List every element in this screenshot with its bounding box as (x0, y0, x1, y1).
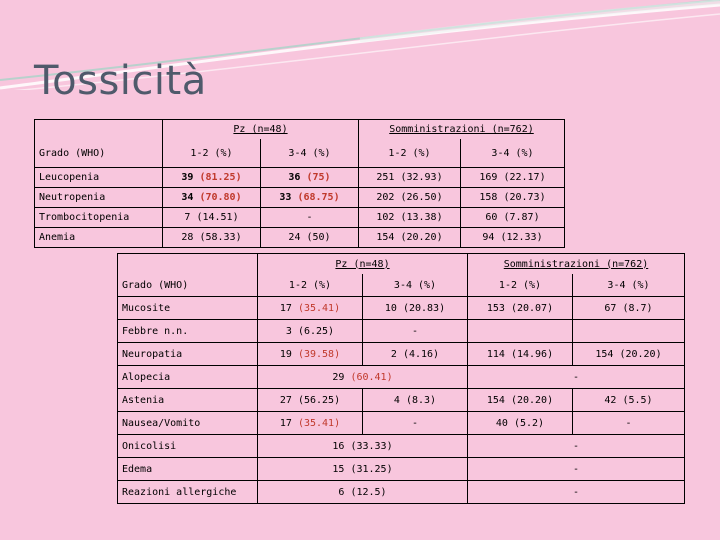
cell: 27 (56.25) (258, 389, 363, 412)
col-header: 1-2 (%) (163, 139, 261, 168)
cell: 67 (8.7) (573, 297, 685, 320)
cell: 17 (35.41) (258, 412, 363, 435)
cell: 42 (5.5) (573, 389, 685, 412)
table-row (118, 458, 685, 481)
cell: 102 (13.38) (359, 208, 461, 228)
cell: 34 (70.80) (163, 188, 261, 208)
col-header: 1-2 (%) (258, 274, 363, 297)
cell: 10 (20.83) (363, 297, 468, 320)
cell: 28 (58.33) (163, 228, 261, 248)
row-label: Neutropenia (35, 188, 163, 208)
grade-label: Grado (WHO) (118, 274, 258, 297)
cell: - (363, 320, 468, 343)
col-header: 3-4 (%) (461, 139, 565, 168)
cell: 39 (81.25) (163, 168, 261, 188)
cell: 60 (7.87) (461, 208, 565, 228)
cell: 154 (20.20) (359, 228, 461, 248)
cell: 114 (14.96) (468, 343, 573, 366)
cell: 3 (6.25) (258, 320, 363, 343)
cell: 17 (35.41) (258, 297, 363, 320)
group-header-somministrazioni: Somministrazioni (n=762) (359, 120, 565, 140)
row-label: Nausea/Vomito (118, 412, 258, 435)
cell: - (468, 458, 685, 481)
cell: 2 (4.16) (363, 343, 468, 366)
table-row (118, 297, 685, 320)
col-header: 3-4 (%) (261, 139, 359, 168)
table-row (35, 228, 565, 248)
cell: 36 (75) (261, 168, 359, 188)
row-label: Reazioni allergiche (118, 481, 258, 504)
col-header: 3-4 (%) (363, 274, 468, 297)
cell: 16 (33.33) (258, 435, 468, 458)
cell: 15 (31.25) (258, 458, 468, 481)
cell: - (261, 208, 359, 228)
table-row (118, 343, 685, 366)
cell: 29 (60.41) (258, 366, 468, 389)
non-hematologic-toxicity-table (117, 253, 685, 504)
row-label: Neuropatia (118, 343, 258, 366)
cell (468, 320, 573, 343)
group-header-pz: Pz (n=48) (163, 120, 359, 140)
slide-title: Tossicità (34, 58, 207, 104)
row-label: Anemia (35, 228, 163, 248)
table-subheader-row (118, 274, 685, 297)
row-label: Trombocitopenia (35, 208, 163, 228)
cell: 7 (14.51) (163, 208, 261, 228)
row-label: Edema (118, 458, 258, 481)
cell: 251 (32.93) (359, 168, 461, 188)
cell: - (363, 412, 468, 435)
cell: 153 (20.07) (468, 297, 573, 320)
cell: - (468, 481, 685, 504)
cell: 94 (12.33) (461, 228, 565, 248)
row-label: Leucopenia (35, 168, 163, 188)
cell: 6 (12.5) (258, 481, 468, 504)
cell: 24 (50) (261, 228, 359, 248)
group-header-somministrazioni: Somministrazioni (n=762) (468, 254, 685, 275)
cell: 33 (68.75) (261, 188, 359, 208)
cell: 169 (22.17) (461, 168, 565, 188)
table-row (118, 366, 685, 389)
table-row (118, 389, 685, 412)
grade-label: Grado (WHO) (35, 139, 163, 168)
table-row (35, 168, 565, 188)
cell: - (573, 412, 685, 435)
group-header-pz: Pz (n=48) (258, 254, 468, 275)
table-row (118, 320, 685, 343)
cell (573, 320, 685, 343)
table-row (35, 188, 565, 208)
row-label: Mucosite (118, 297, 258, 320)
table-row (35, 208, 565, 228)
col-header: 3-4 (%) (573, 274, 685, 297)
table-row (118, 481, 685, 504)
table-header-row (118, 254, 685, 275)
cell: 154 (20.20) (573, 343, 685, 366)
row-label: Onicolisi (118, 435, 258, 458)
row-label: Alopecia (118, 366, 258, 389)
col-header: 1-2 (%) (468, 274, 573, 297)
cell: 4 (8.3) (363, 389, 468, 412)
table-header-row (35, 120, 565, 140)
cell: 19 (39.58) (258, 343, 363, 366)
row-label: Astenia (118, 389, 258, 412)
cell: - (468, 366, 685, 389)
cell: 40 (5.2) (468, 412, 573, 435)
col-header: 1-2 (%) (359, 139, 461, 168)
hematologic-toxicity-table (34, 119, 565, 248)
cell: 202 (26.50) (359, 188, 461, 208)
table-row (118, 435, 685, 458)
table-row (118, 412, 685, 435)
cell: 154 (20.20) (468, 389, 573, 412)
row-label: Febbre n.n. (118, 320, 258, 343)
cell: 158 (20.73) (461, 188, 565, 208)
cell: - (468, 435, 685, 458)
table-subheader-row (35, 139, 565, 168)
